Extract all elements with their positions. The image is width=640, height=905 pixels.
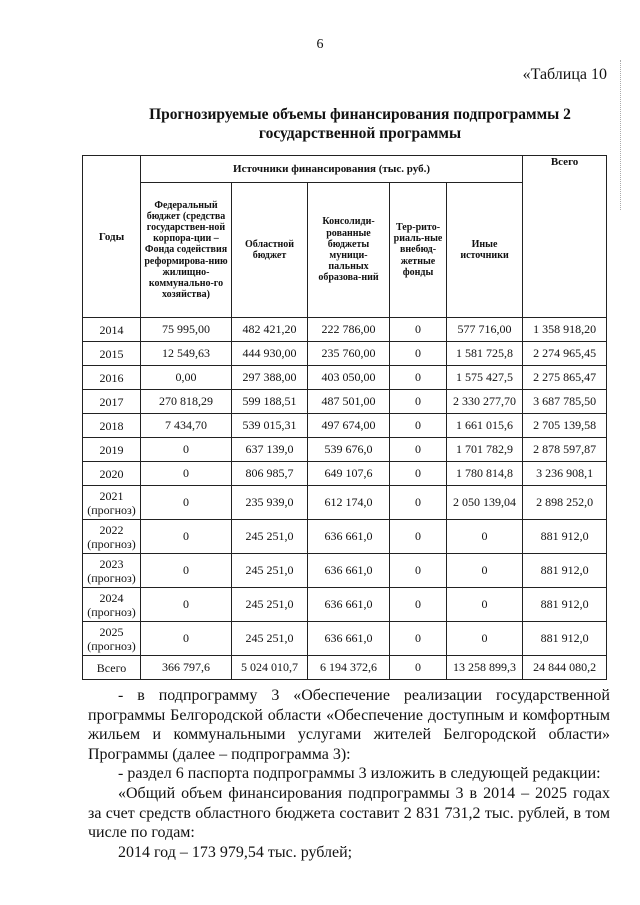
- header-other: Иные источники: [447, 183, 523, 318]
- value-cell: 636 661,0: [308, 520, 390, 554]
- header-years: Годы: [83, 156, 141, 318]
- year-label: 2019: [99, 442, 124, 457]
- value-cell: 636 661,0: [308, 622, 390, 656]
- value-cell: 0: [390, 462, 447, 486]
- header-regional: Областной бюджет: [232, 183, 308, 318]
- value-cell: 487 501,00: [308, 390, 390, 414]
- title-line-1: Прогнозируемые объемы финансирования подпрограммы 2: [149, 106, 571, 123]
- value-cell: 599 188,51: [232, 390, 308, 414]
- table-row: [83, 622, 607, 656]
- year-cell: [83, 554, 141, 588]
- year-cell: [83, 390, 141, 414]
- value-cell: 637 139,0: [232, 438, 308, 462]
- value-cell: 3 236 908,1: [523, 462, 607, 486]
- financing-table: [82, 155, 607, 680]
- year-cell: [83, 414, 141, 438]
- value-cell: 497 674,00: [308, 414, 390, 438]
- table-row: [83, 554, 607, 588]
- year-label: 2025: [99, 624, 124, 639]
- table-row: [83, 366, 607, 390]
- forecast-label: (прогноз): [87, 536, 136, 551]
- value-cell: 612 174,0: [308, 486, 390, 520]
- value-cell: 806 985,7: [232, 462, 308, 486]
- header-municipal: Консолиди-рованные бюджеты муници-пальных образова-ний: [308, 183, 390, 318]
- value-cell: 2 878 597,87: [523, 438, 607, 462]
- value-cell: 0: [141, 486, 232, 520]
- value-cell: 235 939,0: [232, 486, 308, 520]
- year-cell: [83, 622, 141, 656]
- value-cell: 2 050 139,04: [447, 486, 523, 520]
- value-cell: 0: [390, 622, 447, 656]
- value-cell: 0: [390, 520, 447, 554]
- year-cell: [83, 462, 141, 486]
- value-cell: 0,00: [141, 366, 232, 390]
- value-cell: 270 818,29: [141, 390, 232, 414]
- body-text: [88, 686, 610, 862]
- value-cell: 0: [390, 414, 447, 438]
- value-cell: 2 705 139,58: [523, 414, 607, 438]
- header-federal: Федеральный бюджет (средства государствен-ной корпора-ции – Фонда содействия реформирова-нию жилищно-коммунально-го хозяйства): [141, 183, 232, 318]
- table-row: [83, 414, 607, 438]
- value-cell: 0: [141, 622, 232, 656]
- year-label: Всего: [96, 660, 127, 675]
- value-cell: 1 701 782,9: [447, 438, 523, 462]
- value-cell: 235 760,00: [308, 342, 390, 366]
- year-label: 2024: [99, 590, 124, 605]
- value-cell: 1 581 725,8: [447, 342, 523, 366]
- value-cell: 1 780 814,8: [447, 462, 523, 486]
- value-cell: 0: [447, 520, 523, 554]
- value-cell: 539 015,31: [232, 414, 308, 438]
- value-cell: 0: [390, 438, 447, 462]
- table-row: [83, 486, 607, 520]
- value-cell: 13 258 899,3: [447, 656, 523, 680]
- year-label: 2015: [99, 346, 124, 361]
- title-line-2: государственной программы: [258, 125, 462, 142]
- value-cell: 2 898 252,0: [523, 486, 607, 520]
- value-cell: 75 995,00: [141, 318, 232, 342]
- value-cell: 636 661,0: [308, 588, 390, 622]
- value-cell: 7 434,70: [141, 414, 232, 438]
- forecast-label: (прогноз): [87, 502, 136, 517]
- value-cell: 1 575 427,5: [447, 366, 523, 390]
- value-cell: 881 912,0: [523, 588, 607, 622]
- year-cell: [83, 588, 141, 622]
- value-cell: 0: [390, 366, 447, 390]
- year-cell: [83, 486, 141, 520]
- year-label: 2014: [99, 322, 124, 337]
- value-cell: 539 676,0: [308, 438, 390, 462]
- value-cell: 0: [390, 342, 447, 366]
- value-cell: 245 251,0: [232, 622, 308, 656]
- table-row: [83, 342, 607, 366]
- value-cell: 5 024 010,7: [232, 656, 308, 680]
- value-cell: 0: [447, 622, 523, 656]
- value-cell: 881 912,0: [523, 554, 607, 588]
- table-row: [83, 462, 607, 486]
- value-cell: 482 421,20: [232, 318, 308, 342]
- value-cell: 649 107,6: [308, 462, 390, 486]
- value-cell: 403 050,00: [308, 366, 390, 390]
- value-cell: 577 716,00: [447, 318, 523, 342]
- paragraph-line: 2014 год – 173 979,54 тыс. рублей;: [118, 843, 353, 861]
- year-label: 2021: [99, 488, 124, 503]
- paragraph-line: - в подпрограмму 3 «Обеспечение реализации государственной: [118, 687, 610, 704]
- value-cell: 0: [390, 554, 447, 588]
- value-cell: 0: [141, 554, 232, 588]
- header-total: Всего: [523, 156, 607, 318]
- forecast-label: (прогноз): [87, 570, 136, 585]
- value-cell: 0: [390, 318, 447, 342]
- value-cell: 6 194 372,6: [308, 656, 390, 680]
- value-cell: 2 275 865,47: [523, 366, 607, 390]
- paragraph-line: - раздел 6 паспорта подпрограммы 3 изложить в следующей редакции:: [118, 765, 601, 783]
- value-cell: 1 358 918,20: [523, 318, 607, 342]
- value-cell: 636 661,0: [308, 554, 390, 588]
- table-row: [83, 520, 607, 554]
- forecast-label: (прогноз): [87, 638, 136, 653]
- paragraph-line: Программы (далее – подпрограмма 3):: [88, 745, 351, 763]
- year-label: 2016: [99, 370, 124, 385]
- header-offbudget: Тер-рито-риаль-ные внебюд-жетные фонды: [390, 183, 447, 318]
- paragraph-line: «Общий объем финансирования подпрограммы 3 в 2014 – 2025 годах: [118, 784, 610, 802]
- table-row: [83, 318, 607, 342]
- table-row: [83, 588, 607, 622]
- value-cell: 1 661 015,6: [447, 414, 523, 438]
- value-cell: 12 549,63: [141, 342, 232, 366]
- year-label: 2020: [99, 466, 124, 481]
- year-label: 2023: [99, 556, 124, 571]
- year-cell: [83, 438, 141, 462]
- value-cell: 245 251,0: [232, 520, 308, 554]
- value-cell: 444 930,00: [232, 342, 308, 366]
- paragraph-line: числе по годам:: [88, 824, 195, 842]
- value-cell: 0: [390, 656, 447, 680]
- value-cell: 3 687 785,50: [523, 390, 607, 414]
- value-cell: 0: [390, 486, 447, 520]
- value-cell: 0: [141, 462, 232, 486]
- value-cell: 366 797,6: [141, 656, 232, 680]
- value-cell: 0: [141, 520, 232, 554]
- value-cell: 297 388,00: [232, 366, 308, 390]
- paragraph-line: программы Белгородской области «Обеспечение доступным и комфортным: [88, 706, 610, 724]
- value-cell: 222 786,00: [308, 318, 390, 342]
- year-cell: [83, 318, 141, 342]
- value-cell: 2 330 277,70: [447, 390, 523, 414]
- table-body: [83, 318, 607, 680]
- value-cell: 245 251,0: [232, 588, 308, 622]
- year-label: 2018: [99, 418, 124, 433]
- table-row: [83, 656, 607, 680]
- paragraph-line: жильем и коммунальными услугами жителей Белгородской области»: [88, 726, 610, 744]
- year-label: 2017: [99, 394, 124, 409]
- value-cell: 245 251,0: [232, 554, 308, 588]
- year-cell: [83, 366, 141, 390]
- year-cell: [83, 656, 141, 680]
- table-row: [83, 390, 607, 414]
- value-cell: 2 274 965,45: [523, 342, 607, 366]
- header-sources: Источники финансирования (тыс. руб.): [141, 156, 523, 183]
- value-cell: 0: [390, 588, 447, 622]
- document-title: [120, 105, 600, 143]
- table-row: [83, 438, 607, 462]
- value-cell: 24 844 080,2: [523, 656, 607, 680]
- forecast-label: (прогноз): [87, 604, 136, 619]
- table-label: «Таблица 10: [522, 66, 607, 83]
- year-cell: [83, 342, 141, 366]
- year-label: 2022: [99, 522, 124, 537]
- page-number: 6: [316, 37, 324, 52]
- value-cell: 0: [141, 588, 232, 622]
- paragraph-line: за счет средств областного бюджета составит 2 831 731,2 тыс. рублей, в том: [88, 804, 610, 822]
- value-cell: 0: [390, 390, 447, 414]
- value-cell: 0: [447, 588, 523, 622]
- value-cell: 881 912,0: [523, 520, 607, 554]
- value-cell: 0: [141, 438, 232, 462]
- year-cell: [83, 520, 141, 554]
- value-cell: 0: [447, 554, 523, 588]
- header-row: [83, 156, 607, 183]
- scan-edge-mark: [620, 60, 624, 210]
- value-cell: 881 912,0: [523, 622, 607, 656]
